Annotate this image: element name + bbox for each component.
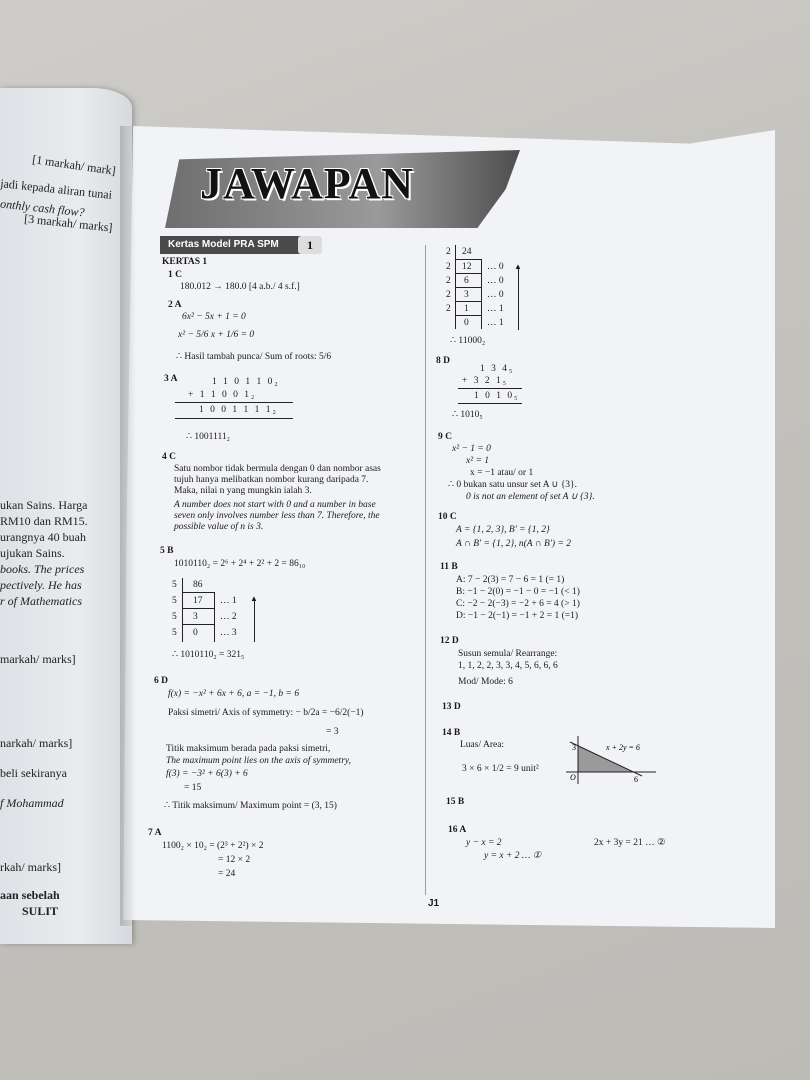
q5-number: 5 B	[160, 546, 174, 556]
q9-working: ∴ 0 bukan satu unsur set A ∪ {3}.	[448, 480, 577, 490]
q4-text: Satu nombor tidak bermula dengan 0 dan nombor asas	[174, 464, 381, 474]
left-page	[0, 88, 132, 944]
q10-working: A ∩ B′ = {1, 2}, n(A ∩ B′) = 2	[456, 539, 571, 549]
left-text: r of Mathematics	[0, 594, 82, 608]
paper-badge-number: 1	[298, 236, 322, 254]
q6-working: = 15	[184, 783, 202, 793]
q4-text: A number does not start with 0 and a number in base	[174, 500, 376, 510]
q3-rule	[175, 402, 293, 403]
q5-div: 5	[172, 628, 177, 638]
q12-working: Mod/ Mode: 6	[458, 677, 513, 687]
q16-working: y − x = 2	[466, 838, 502, 848]
q12-working: 1, 1, 2, 2, 3, 3, 4, 5, 6, 6, 6	[458, 661, 558, 671]
q14-graph	[564, 732, 660, 790]
q4-text: Maka, nilai n yang mungkin ialah 3.	[174, 486, 312, 496]
left-text: ukan Sains. Harga	[0, 498, 88, 512]
q11-working: B: −1 − 2(0) = −1 − 0 = −1 (< 1)	[456, 587, 580, 597]
q9-working: x = −1 atau/ or 1	[470, 468, 534, 478]
q5-div: 0	[193, 628, 198, 638]
q7b-div-rule	[455, 301, 481, 302]
arrow-up-icon: ▲	[514, 262, 522, 271]
q12-working: Susun semula/ Rearrange:	[458, 649, 558, 659]
q7-working: = 24	[218, 869, 236, 879]
q3-answer: ∴ 1001111₂	[186, 432, 230, 442]
q5-div-rule	[214, 592, 215, 642]
q5-div: 5	[172, 612, 177, 622]
q5-div: … 2	[220, 612, 237, 622]
q2-working: 6x² − 5x + 1 = 0	[182, 312, 246, 322]
q5-answer: ∴ 1010110₂ = 321₅	[172, 650, 245, 660]
q1-working: 180.012 → 180.0 [4 a.b./ 4 s.f.]	[180, 282, 300, 292]
q5-arrow	[254, 600, 255, 642]
left-text: pectively. He has	[0, 578, 82, 592]
q7b-div: 2	[446, 247, 451, 257]
q5-div: 5	[172, 580, 177, 590]
left-text: urangnya 40 buah	[0, 530, 86, 544]
q6-working: f(x) = −x² + 6x + 6, a = −1, b = 6	[168, 689, 300, 699]
q8-row: + 3 2 1₅	[462, 376, 509, 386]
left-text: [3 markah/ marks]	[23, 211, 114, 235]
y-intercept-label: 3	[572, 743, 576, 752]
q16-number: 16 A	[448, 825, 467, 835]
paper-badge: Kertas Model PRA SPM	[160, 236, 308, 254]
q6-number: 6 D	[154, 676, 168, 686]
q7-working: 1100₂ × 10₂ = (2³ + 2²) × 2	[162, 841, 264, 851]
q3-row: 1 1 0 1 1 0₂	[212, 377, 280, 387]
q11-working: A: 7 − 2(3) = 7 − 6 = 1 (= 1)	[456, 575, 565, 585]
q13-number: 13 D	[442, 702, 461, 712]
q3-rule	[175, 418, 293, 419]
q8-number: 8 D	[436, 356, 450, 366]
q14-number: 14 B	[442, 728, 461, 738]
q8-row: 1 0 1 0₅	[474, 391, 520, 401]
q3-row: 1 0 0 1 1 1 1₂	[199, 405, 278, 415]
left-text: [1 markah/ mark]	[31, 152, 117, 178]
q7b-div: 6	[464, 276, 469, 286]
q5-div-rule	[182, 578, 183, 642]
page-number: J1	[428, 898, 440, 909]
q3-row: + 1 1 0 0 1₂	[188, 390, 257, 400]
q5-div: 17	[193, 596, 203, 606]
q6-working: f(3) = −3² + 6(3) + 6	[166, 769, 248, 779]
left-text: narkah/ marks]	[0, 736, 73, 750]
book-spine-shadow	[120, 126, 136, 926]
q2-number: 2 A	[168, 300, 182, 310]
q7-number: 7 A	[148, 828, 162, 838]
arrow-up-icon: ▲	[250, 594, 258, 603]
q6-answer: ∴ Titik maksimum/ Maximum point = (3, 15)	[164, 801, 337, 811]
q16-working: 2x + 3y = 21 … ②	[594, 838, 666, 848]
q5-div-rule	[182, 592, 214, 593]
q7b-div: 0	[464, 318, 469, 328]
q7b-div: … 0	[487, 290, 504, 300]
q6-working: = 3	[326, 727, 339, 737]
x-intercept-label: 6	[634, 775, 638, 784]
q14-working: Luas/ Area:	[460, 740, 505, 750]
q4-text: tujuh hanya melibatkan nombor kurang daripada 7.	[174, 475, 369, 485]
origin-label: O	[570, 773, 576, 782]
q9-working: 0 is not an element of set A ∪ {3}.	[466, 492, 595, 502]
q15-number: 15 B	[446, 797, 465, 807]
q6-working: Titik maksimum berada pada paksi simetri,	[166, 744, 331, 754]
q9-number: 9 C	[438, 432, 452, 442]
q5-div: … 3	[220, 628, 237, 638]
q8-rule	[458, 403, 522, 404]
q2-working: x² − 5/6 x + 1/6 = 0	[178, 330, 255, 340]
left-text: jadi kepada aliran tunai	[0, 176, 113, 202]
section-heading: KERTAS 1	[162, 257, 208, 267]
q10-number: 10 C	[438, 512, 457, 522]
q5-div-rule	[182, 608, 214, 609]
q7-working: = 12 × 2	[218, 855, 251, 865]
q7b-div: 24	[462, 247, 472, 257]
left-text: onthly cash flow?	[0, 196, 86, 220]
q7b-div: 1	[464, 304, 469, 314]
q5-div-rule	[182, 624, 214, 625]
q5-div: 86	[193, 580, 203, 590]
q7b-div: 2	[446, 262, 451, 272]
left-text: RM10 dan RM15.	[0, 514, 88, 528]
q11-number: 11 B	[440, 562, 458, 572]
left-text: rkah/ marks]	[0, 860, 61, 874]
q7b-div: 12	[462, 262, 472, 272]
q7b-div-rule	[455, 259, 481, 260]
left-text: aan sebelah	[0, 888, 60, 902]
q6-working: Paksi simetri/ Axis of symmetry: − b/2a = −6/2(−1)	[168, 708, 364, 718]
sulit-label: SULIT	[22, 904, 59, 918]
q7b-div: 3	[464, 290, 469, 300]
q6-working: The maximum point lies on the axis of symmetry,	[166, 756, 351, 766]
q1-number: 1 C	[168, 270, 182, 280]
left-text: f Mohammad	[0, 796, 64, 810]
q8-rule	[458, 388, 522, 389]
left-text: books. The prices	[0, 562, 85, 576]
q9-working: x² − 1 = 0	[452, 444, 491, 454]
q7b-div: 2	[446, 304, 451, 314]
q7b-div-rule	[455, 315, 481, 316]
left-text: markah/ marks]	[0, 652, 76, 666]
q14-answer: 3 × 6 × 1/2 = 9 unit²	[462, 764, 539, 774]
q5-working: 1010110₂ = 2⁶ + 2⁴ + 2² + 2 = 86₁₀	[174, 559, 306, 569]
q7b-div: … 0	[487, 276, 504, 286]
q11-working: C: −2 − 2(−3) = −2 + 6 = 4 (> 1)	[456, 599, 580, 609]
q5-div: … 1	[220, 596, 237, 606]
left-text: beli sekiranya	[0, 766, 67, 780]
q7b-div-rule	[481, 259, 482, 329]
q2-answer: ∴ Hasil tambah punca/ Sum of roots: 5/6	[176, 352, 332, 362]
q7b-div: … 1	[487, 304, 504, 314]
q4-text: seven only involves number less than 7. Therefore, the	[174, 511, 380, 521]
q3-number: 3 A	[164, 374, 178, 384]
q7b-div-rule	[455, 273, 481, 274]
q4-text: possible value of n is 3.	[174, 522, 264, 532]
q9-working: x² = 1	[466, 456, 489, 466]
q4-number: 4 C	[162, 452, 176, 462]
q5-div: 3	[193, 612, 198, 622]
page-title: JAWAPAN	[200, 159, 414, 208]
line-equation: x + 2y = 6	[606, 743, 640, 752]
q7b-div: … 1	[487, 318, 504, 328]
q7b-div: 2	[446, 290, 451, 300]
q12-number: 12 D	[440, 636, 459, 646]
q5-div: 5	[172, 596, 177, 606]
q7b-answer: ∴ 11000₂	[450, 336, 486, 346]
q16-working: y = x + 2 … ①	[484, 851, 542, 861]
q8-answer: ∴ 1010₅	[452, 410, 483, 420]
q7b-div-rule	[455, 287, 481, 288]
q7b-div: 2	[446, 276, 451, 286]
q11-working: D: −1 − 2(−1) = −1 + 2 = 1 (=1)	[456, 611, 579, 621]
q7b-arrow	[518, 268, 519, 330]
q7b-div: … 0	[487, 262, 504, 272]
left-text: ujukan Sains.	[0, 546, 65, 560]
column-divider	[425, 245, 426, 895]
q10-working: A = {1, 2, 3}, B′ = {1, 2}	[456, 525, 550, 535]
q8-row: 1 3 4₅	[480, 364, 515, 374]
